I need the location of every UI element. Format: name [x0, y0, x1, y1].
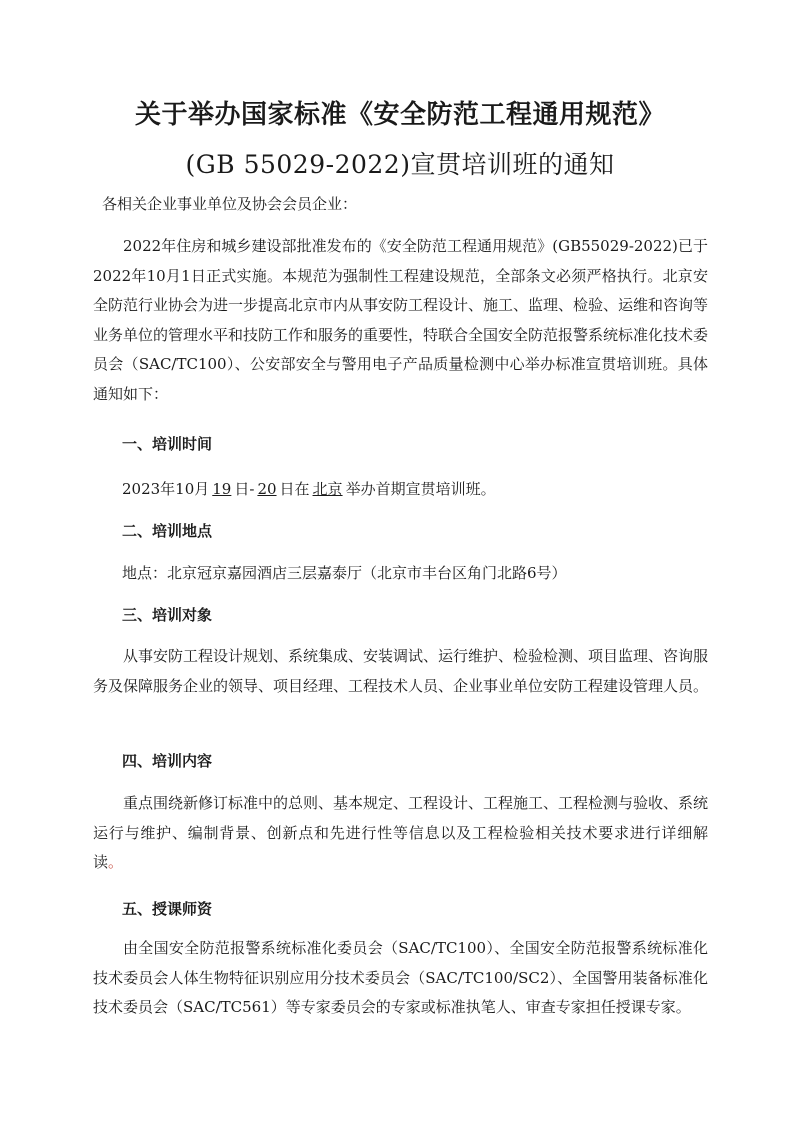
document-title-line2: (GB 55029-2022)宣贯培训班的通知 [185, 150, 615, 179]
start-day: 19 [212, 480, 232, 498]
section-text-content [93, 789, 708, 878]
section-text-time [122, 478, 496, 499]
document-title-line1: 关于举办国家标准《安全防范工程通用规范》 [134, 100, 665, 130]
intro-paragraph: 2022年住房和城乡建设部批准发布的《安全防范工程通用规范》(GB55029-2022)已于2022年10月1日正式实施。本规范为强制性工程建设规范，全部条文必须严格执行。北京安全防范行业协会为进一步提高北京市内从事安防工程设计、施工、监理、检验、运维和咨询等业务单位的管理水平和技防工作和服务的重要性，特联合全国安全防范报警系统标准化技术委员会（SAC/TC100）、公安部安全与警用电子产品质量检测中心举办标准宣贯培训班。具体通知如下： [93, 237, 709, 403]
section-heading-audience: 三、培训对象 [122, 606, 213, 624]
time-text-suffix: 举办首期宣贯培训班。 [345, 480, 496, 498]
salutation: 各相关企业事业单位及协会会员企业： [102, 195, 358, 213]
section-heading-time: 一、培训时间 [122, 435, 213, 453]
section-text-audience: 从事安防工程设计规划、系统集成、安装调试、运行维护、检验检测、项目监理、咨询服务及保障服务企业的领导、项目经理、工程技术人员、企业事业单位安防工程建设管理人员。 [93, 647, 709, 695]
content-text-main: 重点围绕新修订标准中的总则、基本规定、工程设计、工程施工、工程检测与验收、系统运行与维护、编制背景、创新点和先进行性等信息以及工程检验相关技术要求进行详细解读 [93, 794, 709, 871]
section-heading-content: 四、培训内容 [122, 752, 213, 770]
time-text-prefix: 2023年10月 [122, 480, 210, 498]
section-text-location: 地点：北京冠京嘉园酒店三层嘉泰厅（北京市丰台区角门北路6号） [122, 564, 567, 582]
time-text-mid2: 日在 [279, 480, 310, 498]
section-text-instructors: 由全国安全防范报警系统标准化委员会（SAC/TC100）、全国安全防范报警系统标准化技术委员会人体生物特征识别应用分技术委员会（SAC/TC100/SC2）、全国警用装备标准化技术委员会（SAC/TC561）等专家委员会的专家或标准执笔人、审查专家担任授课专家。 [93, 939, 708, 1016]
time-text-mid1: 日- [234, 480, 255, 498]
city: 北京 [312, 480, 343, 498]
end-day: 20 [257, 480, 277, 498]
content-text-end: 。 [108, 853, 124, 871]
section-heading-instructors: 五、授课师资 [122, 900, 213, 918]
section-heading-location: 二、培训地点 [122, 522, 213, 540]
